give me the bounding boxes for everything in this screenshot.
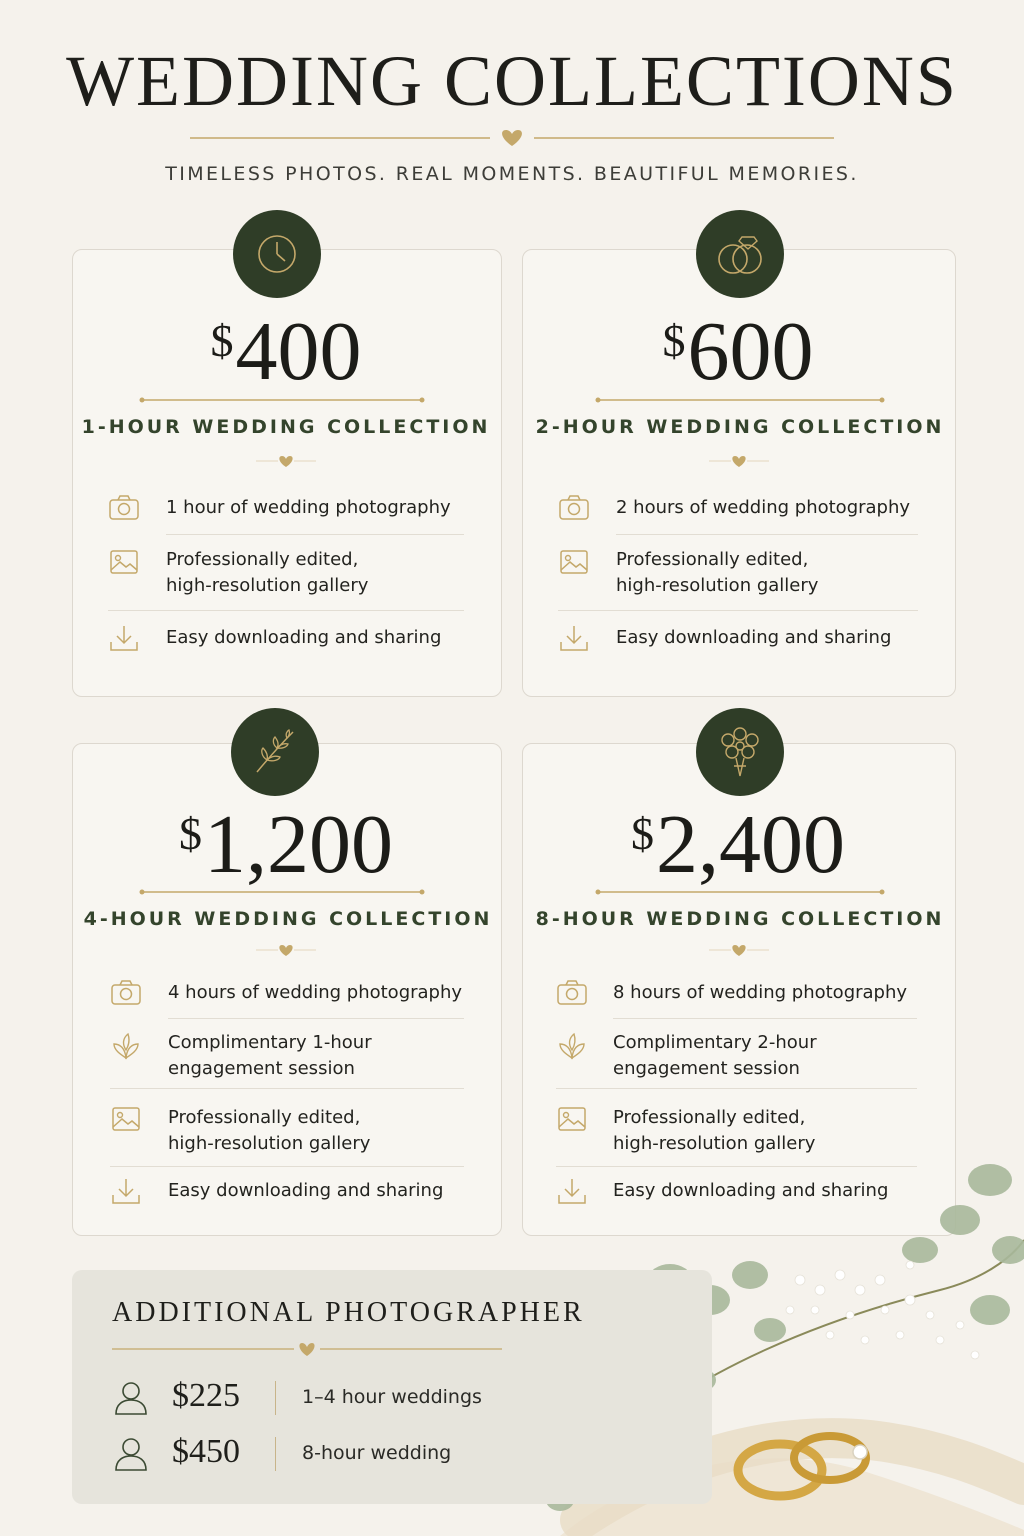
heart-icon <box>502 130 522 146</box>
collection-title-8-hour: 8-HOUR WEDDING COLLECTION <box>535 908 945 930</box>
feature-divider <box>613 1018 917 1019</box>
clock-badge <box>233 210 321 298</box>
gallery-icon <box>558 546 590 578</box>
additional-price: $450 <box>172 1433 240 1470</box>
collection-title-2-hour: 2-HOUR WEDDING COLLECTION <box>535 416 945 438</box>
feature-divider <box>110 1088 464 1089</box>
row-separator <box>275 1437 276 1471</box>
leaves-icon <box>110 1030 142 1062</box>
price-divider <box>138 395 426 405</box>
price-4-hour: $1,200 <box>179 798 393 891</box>
price-1-hour: $400 <box>210 305 362 398</box>
bouquet-icon <box>714 722 766 782</box>
collection-title-4-hour: 4-HOUR WEDDING COLLECTION <box>83 908 493 930</box>
pricing-page: WEDDING COLLECTIONS TIMELESS PHOTOS. REAL MOMENTS. BEAUTIFUL MEMORIES. $400 1-HOUR WEDDING COLLECTION 1 hour of wedding photography Professionally edited, high-resolution gallery Easy downloading and sharing $600 2-HOUR WEDDING COLLECTION 2 hours of wedding photography Professionally edited, high-resolution gallery Easy downloading and sharing $1,200 4-HOUR WEDDING COLLECTION 4 hours of wedding photography Complimentary 1-hour engagement session Professionally edited, high-resolution gallery Easy downloading and sharing $2,400 8-HOUR WEDDING COLLECTION 8 hours of wedding photography Complimentary 2-hour engagement session Professionally edited, high-resolution gallery Easy downloading and sharing ADDITIONAL PHOTOGRAPHER $225 1–4 hour weddings $450 8-hour wedding <box>0 0 1024 1536</box>
download-icon <box>110 1175 142 1207</box>
download-icon <box>558 622 590 654</box>
download-icon <box>108 622 140 654</box>
price-divider <box>594 395 886 405</box>
leaves-icon <box>556 1030 588 1062</box>
additional-photographer-title: ADDITIONAL PHOTOGRAPHER <box>112 1297 585 1328</box>
gallery-icon <box>556 1103 588 1135</box>
heart-divider <box>709 943 769 957</box>
feature-divider <box>110 1166 464 1167</box>
feature-divider <box>616 534 918 535</box>
price-8-hour: $2,400 <box>631 798 845 891</box>
title-divider <box>190 128 834 148</box>
feature-divider <box>166 534 464 535</box>
bouquet-badge <box>696 708 784 796</box>
clock-icon <box>254 231 300 277</box>
rings-badge <box>696 210 784 298</box>
person-icon <box>113 1436 149 1472</box>
heart-divider <box>709 454 769 468</box>
feature-divider <box>168 1018 464 1019</box>
feature-divider <box>556 1088 917 1089</box>
feature-divider <box>558 610 918 611</box>
additional-description: 1–4 hour weddings <box>302 1386 482 1408</box>
sprig-icon <box>249 726 301 778</box>
heart-divider <box>256 454 316 468</box>
heart-divider <box>256 943 316 957</box>
heart-divider <box>112 1341 502 1357</box>
gallery-icon <box>108 546 140 578</box>
camera-icon <box>110 977 142 1009</box>
gallery-icon <box>110 1103 142 1135</box>
row-separator <box>275 1381 276 1415</box>
collection-title-1-hour: 1-HOUR WEDDING COLLECTION <box>81 416 491 438</box>
feature-divider <box>108 610 464 611</box>
sprig-badge <box>231 708 319 796</box>
person-icon <box>113 1380 149 1416</box>
rings-icon <box>712 229 768 279</box>
camera-icon <box>556 977 588 1009</box>
price-divider <box>594 887 886 897</box>
additional-price: $225 <box>172 1377 240 1414</box>
additional-description: 8-hour wedding <box>302 1442 452 1464</box>
tagline: TIMELESS PHOTOS. REAL MOMENTS. BEAUTIFUL MEMORIES. <box>165 163 859 185</box>
page-title: WEDDING COLLECTIONS <box>66 41 958 121</box>
price-divider <box>138 887 426 897</box>
camera-icon <box>108 492 140 524</box>
price-2-hour: $600 <box>662 305 814 398</box>
camera-icon <box>558 492 590 524</box>
